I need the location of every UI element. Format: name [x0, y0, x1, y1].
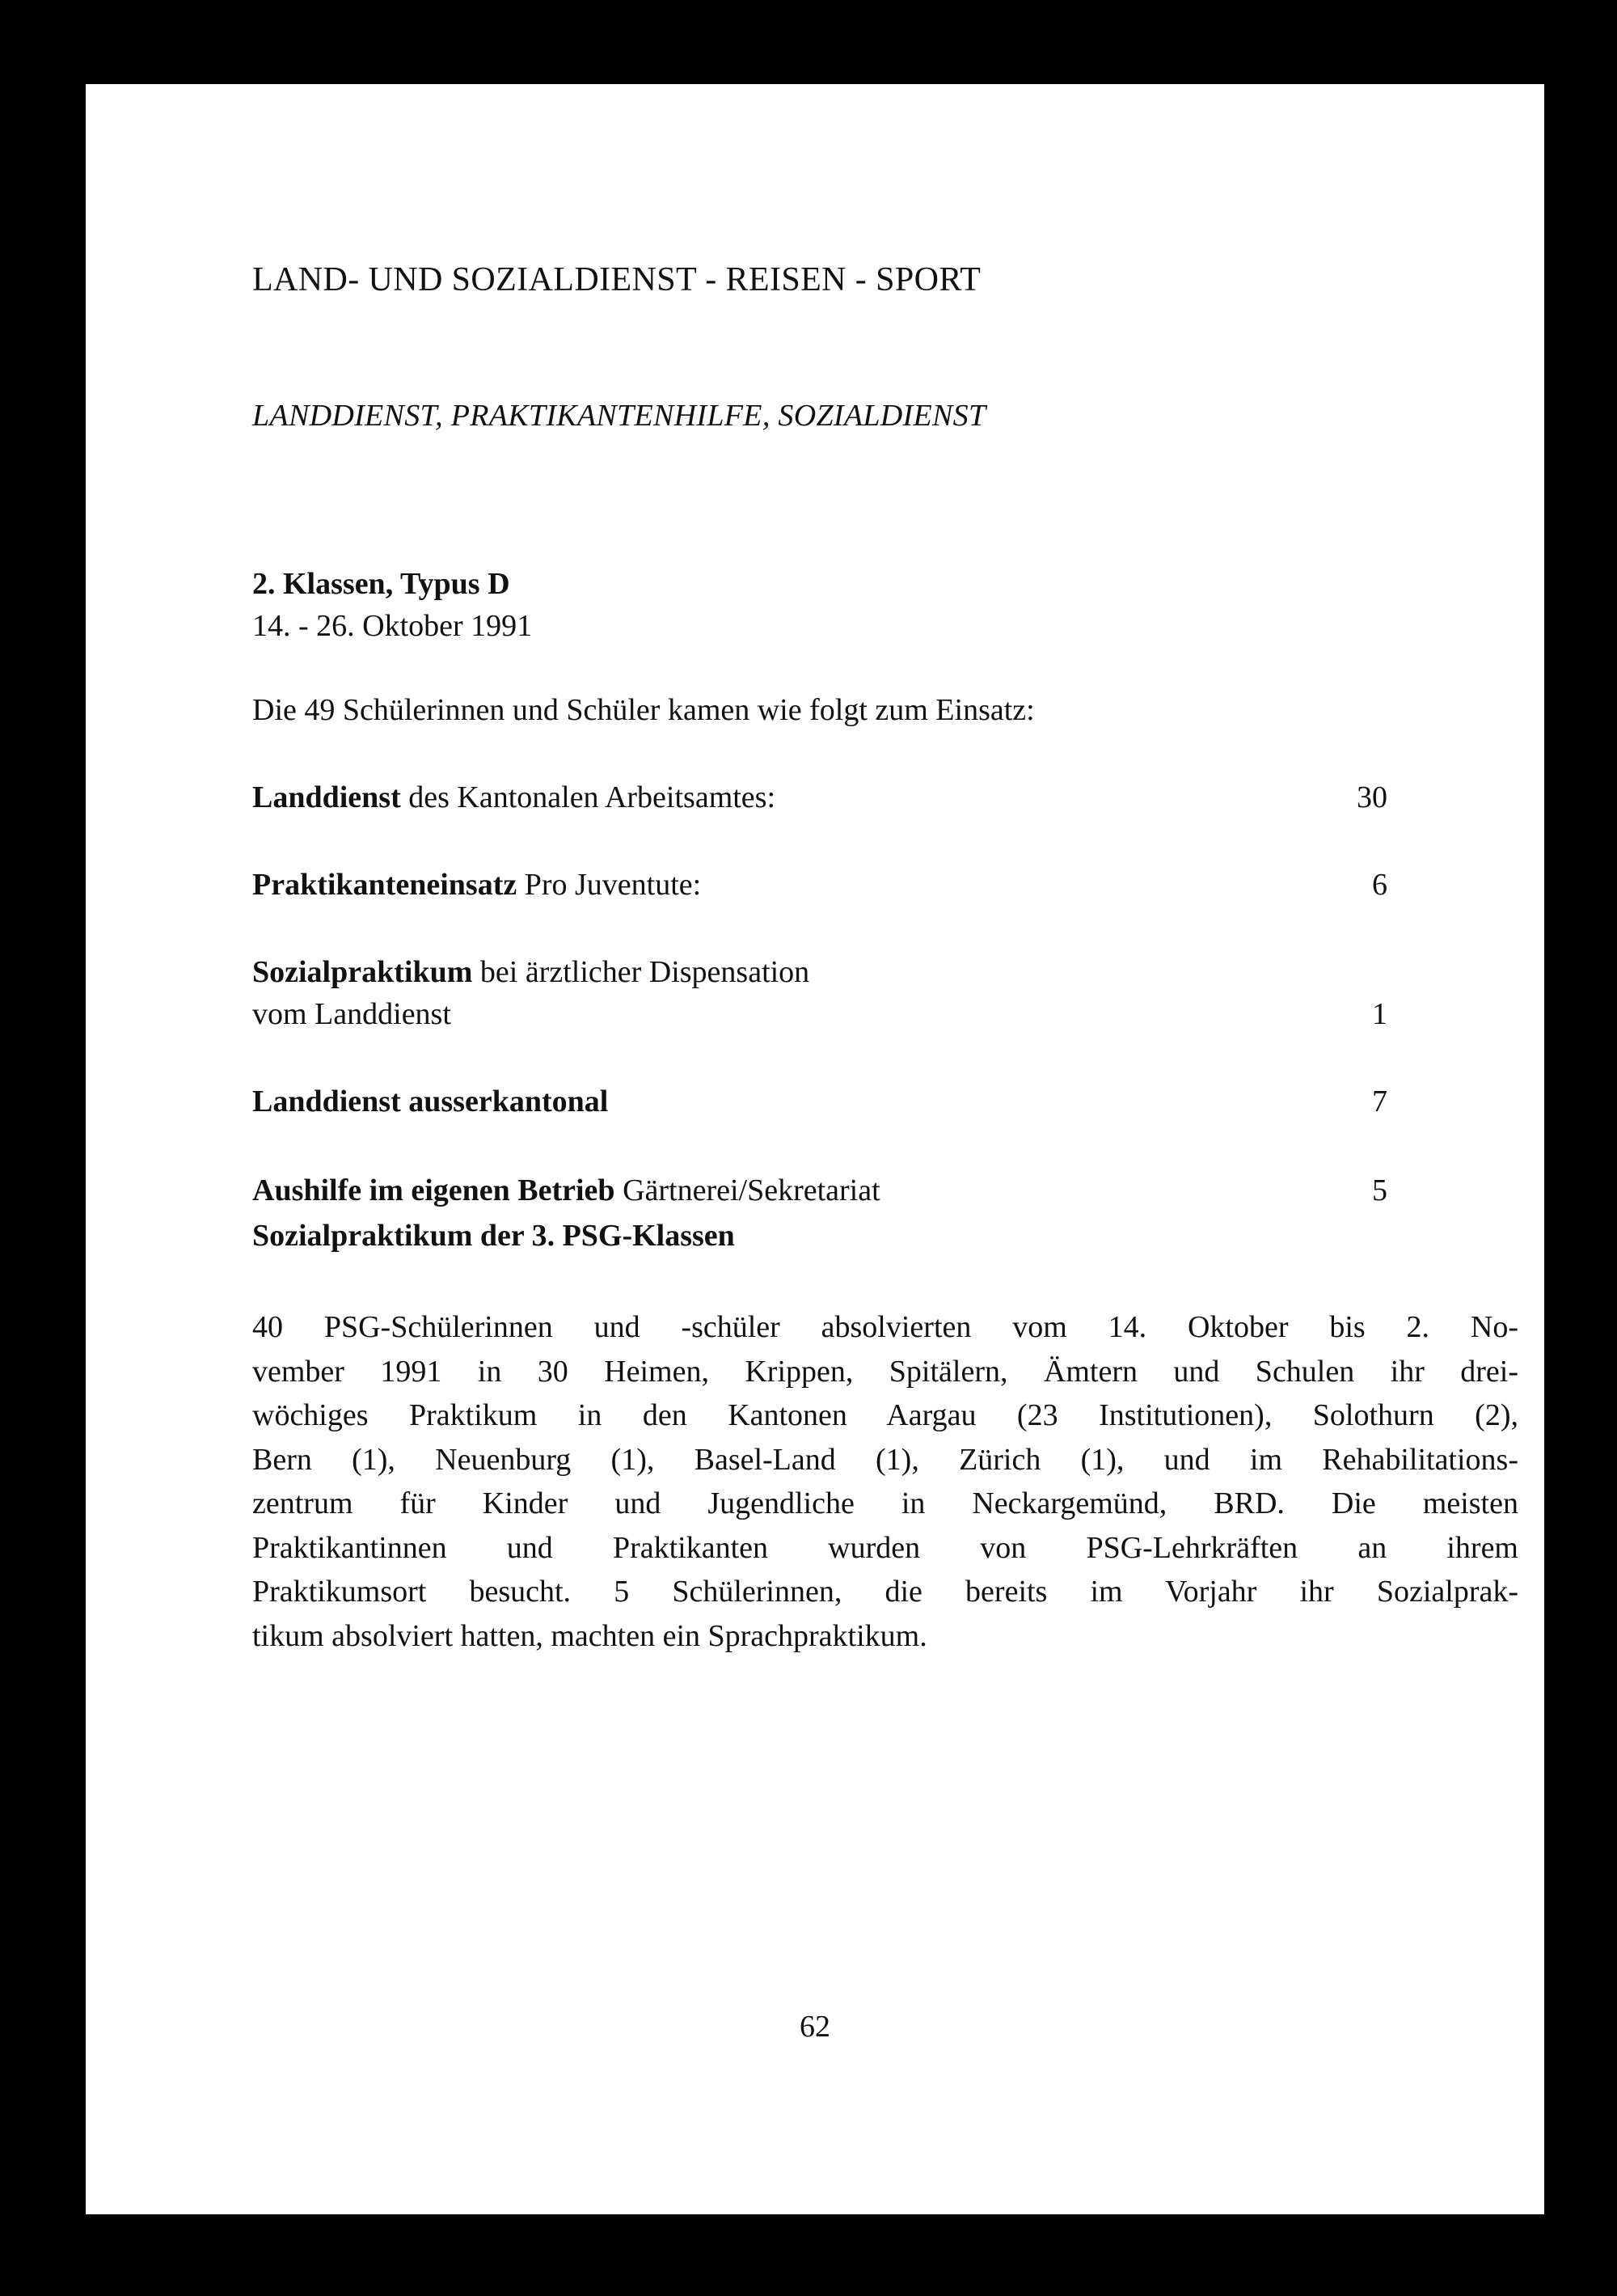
assignment-bold: Landdienst ausserkantonal — [252, 1085, 609, 1118]
assignment-rest: bei ärztlicher Dispensation — [472, 955, 810, 989]
assignment-value: 6 — [1372, 868, 1387, 902]
intro-text: Die 49 Schülerinnen und Schüler kamen wie folgt zum Einsatz: — [252, 693, 1035, 727]
assignment-value: 7 — [1372, 1085, 1387, 1118]
paragraph-line: zentrum für Kinder und Jugendliche in Neckargemünd, BRD. Die meisten — [252, 1486, 1518, 1520]
assignment-label — [252, 954, 809, 990]
psg-paragraph — [252, 1305, 1518, 1658]
psg-heading: Sozialpraktikum der 3. PSG-Klassen — [252, 1219, 735, 1253]
page-number: 62 — [800, 2010, 830, 2044]
assignment-bold: Sozialpraktikum — [252, 955, 473, 989]
assignment-value: 5 — [1372, 1173, 1387, 1207]
assignment-bold: Landdienst — [252, 780, 401, 814]
paragraph-line: Bern (1), Neuenburg (1), Basel-Land (1), Zürich (1), und im Rehabilitations- — [252, 1442, 1518, 1477]
assignment-rest: des Kantonalen Arbeitsamtes: — [400, 780, 776, 814]
assignment-label — [252, 780, 775, 815]
document-page — [86, 84, 1544, 2214]
assignment-value: 1 — [1372, 997, 1387, 1031]
assignment-rest: Pro Juventute: — [517, 868, 702, 902]
section-title: LANDDIENST, PRAKTIKANTENHILFE, SOZIALDIENST — [252, 399, 986, 433]
assignment-bold: Praktikanteneinsatz — [252, 868, 517, 902]
paragraph-line: tikum absolviert hatten, machten ein Sprachpraktikum. — [252, 1618, 927, 1653]
paragraph-line: 40 PSG-Schülerinnen und -schüler absolvierten vom 14. Oktober bis 2. No- — [252, 1310, 1518, 1344]
class-heading: 2. Klassen, Typus D — [252, 567, 510, 601]
assignment-label — [252, 1084, 608, 1119]
assignment-bold: Aushilfe im eigenen Betrieb — [252, 1173, 615, 1207]
assignment-label-line2: vom Landdienst — [252, 997, 451, 1031]
assignment-value: 30 — [1357, 780, 1387, 814]
assignment-label — [252, 1173, 880, 1208]
paragraph-line: Praktikumsort besucht. 5 Schülerinnen, die bereits im Vorjahr ihr Sozialprak- — [252, 1575, 1518, 1609]
assignment-rest: Gärtnerei/Sekretariat — [614, 1173, 880, 1207]
paragraph-line: wöchiges Praktikum in den Kantonen Aargau (23 Institutionen), Solothurn (2), — [252, 1398, 1518, 1432]
assignment-label — [252, 867, 701, 903]
main-title: LAND- UND SOZIALDIENST - REISEN - SPORT — [252, 261, 982, 298]
paragraph-line: Praktikantinnen und Praktikanten wurden von PSG-Lehrkräften an ihrem — [252, 1530, 1518, 1565]
paragraph-line: vember 1991 in 30 Heimen, Krippen, Spitälern, Ämtern und Schulen ihr drei- — [252, 1354, 1518, 1389]
date-range: 14. - 26. Oktober 1991 — [252, 609, 533, 643]
